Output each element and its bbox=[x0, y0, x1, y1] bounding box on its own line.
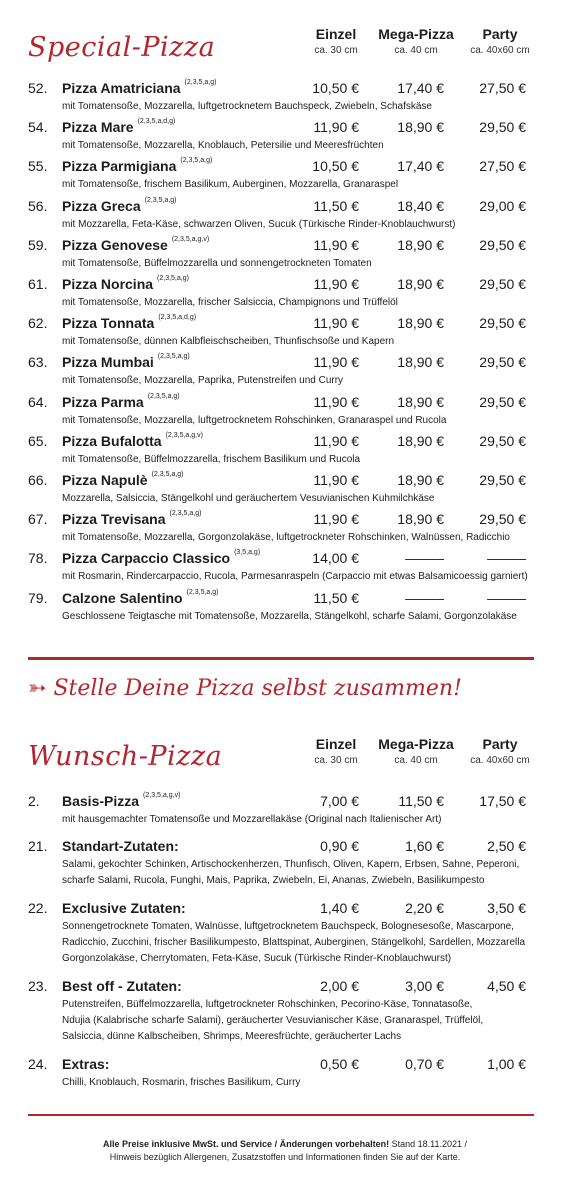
price-mega: 2,20 € bbox=[405, 899, 444, 916]
item-description: Mozzarella, Salsiccia, Stängelkohl und geräuchertem Vesuvianischen Kuhmilchkäse bbox=[62, 493, 435, 504]
special-pizza-title: Special-Pizza bbox=[28, 32, 216, 63]
price-einzel: 11,50 € bbox=[313, 197, 359, 214]
item-number: 55. bbox=[28, 158, 48, 175]
price-party: 29,50 € bbox=[479, 119, 526, 136]
price-party: 29,50 € bbox=[479, 354, 526, 371]
item-description: Chilli, Knoblauch, Rosmarin, frisches Basilikum, Curry bbox=[62, 1076, 301, 1088]
price-mega: 18,90 € bbox=[397, 315, 444, 332]
item-description: mit Tomatensoße, Mozzarella, frischer Salsiccia, Champignons und Trüffelöl bbox=[62, 297, 398, 308]
item-description: mit Tomatensoße, dünnen Kalbfleischscheiben, Thunfischsoße und Kapern bbox=[62, 336, 395, 348]
item-number: 54. bbox=[28, 119, 48, 136]
price-party: 17,50 € bbox=[479, 793, 526, 809]
price-party: 29,50 € bbox=[479, 236, 526, 253]
price-einzel: 10,50 € bbox=[312, 80, 359, 96]
item-name: Pizza Tonnata $^{(2,3,5,a,d,g)}$ bbox=[62, 314, 197, 332]
item-description: mit Tomatensoße, Mozzarella, Paprika, Putenstreifen und Curry bbox=[62, 375, 344, 387]
item-number: 61. bbox=[28, 276, 48, 292]
item-description: mit Tomatensoße, frischem Basilikum, Auberginen, Mozzarella, Granaraspel bbox=[62, 179, 399, 191]
item-description: mit hausgemachter Tomatensoße und Mozzarellakäse (Original nach Italienischer Art) bbox=[62, 814, 442, 825]
price-party: ––––– bbox=[487, 550, 526, 567]
item-description: mit Tomatensoße, Mozzarella, Gorgonzolakäse, luftgetrockneter Rohschinken, Walnüssen, Radicchio bbox=[62, 532, 510, 544]
item-number: 65. bbox=[28, 432, 48, 449]
item-allergen-codes: (3,5,a,g) bbox=[234, 549, 261, 557]
price-mega: ––––– bbox=[405, 550, 444, 567]
price-party: 2,50 € bbox=[487, 838, 526, 854]
item-name: Calzone Salentino $^{(2,3,5,a,g)}$ bbox=[62, 588, 219, 606]
price-einzel: 11,90 € bbox=[313, 315, 359, 332]
item-allergen-codes: (2,3,5,a,g,v) bbox=[165, 431, 203, 439]
item-description: scharfe Salami, Rucola, Funghi, Mais, Paprika, Zwiebeln, Ei, Ananas, Zwiebeln, Basilikumpesto bbox=[62, 875, 485, 886]
price-mega: 18,90 € bbox=[397, 432, 444, 449]
item-allergen-codes: (2,3,5,a,g) bbox=[157, 353, 190, 361]
item-name: Pizza Parmigiana $^{(2,3,5,a,g)}$ bbox=[62, 157, 213, 175]
price-einzel: 11,90 € bbox=[313, 432, 359, 449]
special-col-einzel: Einzel ca. 30 cm bbox=[314, 26, 358, 56]
price-mega: 18,40 € bbox=[397, 197, 444, 214]
item-name: Pizza Genovese $^{(2,3,5,a,g,v)}$ bbox=[62, 235, 210, 253]
item-number: 23. bbox=[28, 977, 48, 994]
price-mega: 18,90 € bbox=[397, 276, 444, 292]
item-allergen-codes: (2,3,5,a,g,v) bbox=[143, 792, 181, 799]
divider-bottom bbox=[28, 1114, 534, 1116]
item-number: 66. bbox=[28, 472, 48, 488]
divider-top bbox=[28, 657, 534, 660]
item-number: 56. bbox=[28, 197, 48, 214]
price-party: ––––– bbox=[487, 589, 526, 606]
special-col-party: Party ca. 40x60 cm bbox=[470, 26, 530, 56]
price-mega: 18,90 € bbox=[397, 472, 444, 488]
price-party: 3,50 € bbox=[487, 899, 526, 916]
item-description: Putenstreifen, Büffelmozzarella, luftgetrockneter Rohschinken, Pecorino-Käse, Tonnatasoße, bbox=[62, 998, 473, 1010]
item-number: 2. bbox=[28, 793, 40, 809]
price-party: 27,50 € bbox=[479, 158, 526, 175]
item-number: 59. bbox=[28, 236, 48, 253]
price-mega: 17,40 € bbox=[397, 158, 444, 175]
item-description: Salsiccia, dünne Kalbscheiben, Shrimps, Meeresfrüchte, geräucherter Lachs bbox=[62, 1030, 402, 1042]
special-col-mega: Mega-Pizza ca. 40 cm bbox=[378, 26, 454, 56]
item-name: Pizza Mare $^{(2,3,5,a,d,g)}$ bbox=[62, 118, 176, 136]
price-einzel: 11,90 € bbox=[313, 236, 359, 253]
price-einzel: 11,90 € bbox=[313, 276, 359, 292]
item-number: 67. bbox=[28, 511, 48, 528]
item-name: Exclusive Zutaten: bbox=[62, 899, 186, 916]
item-number: 22. bbox=[28, 899, 48, 916]
footer-line-1: Alle Preise inklusive MwSt. und Service / Änderungen vorbehalten! Stand 18.11.2021 / bbox=[103, 1139, 467, 1149]
price-einzel: 11,90 € bbox=[313, 472, 359, 488]
item-description: Gorgonzolakäse, Cherrytomaten, Feta-Käse, Sucuk (Türkische Rinder-Knoblauchwurst) bbox=[62, 952, 452, 964]
price-party: 29,50 € bbox=[479, 511, 526, 528]
item-name: Standart-Zutaten: bbox=[62, 838, 179, 854]
arrow-icon: ➳ bbox=[28, 676, 47, 701]
price-einzel: 14,00 € bbox=[312, 550, 359, 567]
item-description: Salami, gekochter Schinken, Artischockenherzen, Thunfisch, Oliven, Kapern, Erbsen, Sahne, Peperoni, bbox=[62, 859, 520, 870]
item-name: Pizza Greca $^{(2,3,5,a,g)}$ bbox=[62, 196, 177, 214]
item-allergen-codes: (2,3,5,a,g,v) bbox=[171, 235, 210, 243]
item-number: 78. bbox=[28, 550, 48, 567]
item-number: 62. bbox=[28, 315, 48, 332]
item-description: mit Tomatensoße, Mozzarella, Knoblauch, Petersilie und Meeresfrüchten bbox=[62, 140, 384, 152]
item-allergen-codes: (2,3,5,a,g) bbox=[151, 471, 184, 478]
item-name: Pizza Mumbai $^{(2,3,5,a,g)}$ bbox=[62, 353, 190, 371]
item-number: 64. bbox=[28, 393, 48, 410]
item-description: mit Rosmarin, Rindercarpaccio, Rucola, Parmesanraspeln (Carpaccio mit etwas Balsamicoessig garniert) bbox=[62, 571, 528, 583]
item-name: Pizza Trevisana $^{(2,3,5,a,g)}$ bbox=[62, 510, 202, 528]
item-description: Radicchio, Zucchini, frischer Basilikumpesto, Blattspinat, Auberginen, Stängelkohl, Sardellen, Mozzarella bbox=[62, 936, 526, 948]
item-description: mit Tomatensoße, Mozzarella, luftgetrocknetem Rohschinken, Granaraspel und Rucola bbox=[62, 414, 447, 426]
item-name: Pizza Parma $^{(2,3,5,a,g)}$ bbox=[62, 392, 180, 410]
price-party: 29,00 € bbox=[479, 197, 526, 214]
item-allergen-codes: (2,3,5,a,g) bbox=[147, 392, 180, 400]
price-einzel: 2,00 € bbox=[320, 977, 359, 994]
item-allergen-codes: (2,3,5,a,g) bbox=[180, 157, 213, 165]
price-einzel: 0,90 € bbox=[320, 838, 359, 854]
price-mega: 18,90 € bbox=[397, 119, 444, 136]
price-mega: ––––– bbox=[405, 589, 444, 606]
price-mega: 3,00 € bbox=[405, 977, 444, 994]
item-allergen-codes: (2,3,5,a,g) bbox=[169, 510, 202, 518]
item-number: 79. bbox=[28, 589, 48, 606]
slogan-text: Stelle Deine Pizza selbst zusammen! bbox=[53, 676, 462, 701]
item-allergen-codes: (2,3,5,a,g) bbox=[184, 79, 217, 86]
item-number: 63. bbox=[28, 354, 48, 371]
item-name: Best off - Zutaten: bbox=[62, 977, 182, 994]
price-mega: 18,90 € bbox=[397, 354, 444, 371]
price-einzel: 10,50 € bbox=[312, 158, 359, 175]
item-description: mit Tomatensoße, Büffelmozzarella, frischem Basilikum und Rucola bbox=[62, 453, 361, 465]
price-party: 29,50 € bbox=[479, 393, 526, 410]
wunsch-col-einzel: Einzel ca. 30 cm bbox=[314, 736, 358, 766]
wunsch-pizza-title: Wunsch-Pizza bbox=[28, 741, 223, 772]
price-party: 1,00 € bbox=[487, 1055, 526, 1072]
price-einzel: 7,00 € bbox=[320, 793, 359, 809]
item-name: Pizza Amatriciana $^{(2,3,5,a,g)}$ bbox=[62, 79, 217, 96]
item-allergen-codes: (2,3,5,a,g) bbox=[186, 588, 219, 596]
price-party: 4,50 € bbox=[487, 977, 526, 994]
footer-line-2: Hinweis bezüglich Allergenen, Zusatzstoffen und Informationen finden Sie auf der Karte. bbox=[109, 1152, 461, 1162]
price-einzel: 11,90 € bbox=[313, 393, 359, 410]
price-party: 29,50 € bbox=[479, 276, 526, 292]
item-number: 52. bbox=[28, 80, 48, 96]
footer-note bbox=[0, 1138, 570, 1164]
item-allergen-codes: (2,3,5,a,d,g) bbox=[158, 314, 197, 322]
item-name: Pizza Norcina $^{(2,3,5,a,g)}$ bbox=[62, 275, 189, 292]
price-einzel: 11,90 € bbox=[313, 511, 359, 528]
item-description: mit Tomatensoße, Büffelmozzarella und sonnengetrockneten Tomaten bbox=[62, 257, 372, 269]
price-einzel: 1,40 € bbox=[320, 899, 359, 916]
price-einzel: 11,90 € bbox=[313, 354, 359, 371]
price-party: 29,50 € bbox=[479, 472, 526, 488]
slogan bbox=[28, 676, 462, 701]
item-name: Pizza Bufalotta $^{(2,3,5,a,g,v)}$ bbox=[62, 431, 203, 449]
price-mega: 11,50 € bbox=[398, 793, 444, 809]
price-mega: 0,70 € bbox=[405, 1055, 444, 1072]
item-number: 21. bbox=[28, 838, 48, 854]
item-name: Pizza Carpaccio Classico $^{(3,5,a,g)}$ bbox=[62, 549, 261, 567]
item-allergen-codes: (2,3,5,a,g) bbox=[144, 196, 177, 204]
item-number: 24. bbox=[28, 1055, 48, 1072]
item-description: mit Mozzarella, Feta-Käse, schwarzen Oliven, Sucuk (Türkische Rinder-Knoblauchwurst) bbox=[62, 218, 456, 230]
price-party: 29,50 € bbox=[479, 315, 526, 332]
item-allergen-codes: (2,3,5,a,g) bbox=[157, 275, 189, 282]
price-party: 27,50 € bbox=[479, 80, 526, 96]
price-mega: 18,90 € bbox=[397, 511, 444, 528]
item-name: Pizza Napulè $^{(2,3,5,a,g)}$ bbox=[62, 471, 184, 488]
item-allergen-codes: (2,3,5,a,d,g) bbox=[137, 118, 176, 126]
price-mega: 18,90 € bbox=[397, 236, 444, 253]
item-description: Geschlossene Teigtasche mit Tomatensoße, Mozzarella, Stängelkohl, scharfe Salami, Gorgonzolakäse bbox=[62, 610, 517, 622]
item-description: Ndujia (Kalabrische scharfe Salami), geräucherter Vesuvianischer Käse, Granaraspel, Trüffelöl, bbox=[62, 1014, 484, 1026]
price-mega: 17,40 € bbox=[397, 80, 444, 96]
price-mega: 1,60 € bbox=[405, 838, 444, 854]
price-party: 29,50 € bbox=[479, 432, 526, 449]
wunsch-col-mega: Mega-Pizza ca. 40 cm bbox=[378, 736, 454, 766]
price-mega: 18,90 € bbox=[397, 393, 444, 410]
price-einzel: 11,90 € bbox=[313, 119, 359, 136]
item-description: mit Tomatensoße, Mozzarella, luftgetrocknetem Bauchspeck, Zwiebeln, Schafskäse bbox=[62, 101, 432, 112]
wunsch-col-party: Party ca. 40x60 cm bbox=[470, 736, 530, 766]
price-einzel: 11,50 € bbox=[313, 589, 359, 606]
item-name: Basis-Pizza $^{(2,3,5,a,g,v)}$ bbox=[62, 792, 181, 809]
item-name: Extras: bbox=[62, 1055, 110, 1072]
item-description: Sonnengetrocknete Tomaten, Walnüsse, luftgetrocknetem Bauchspeck, Bolognesesoße, Mascarpone, bbox=[62, 920, 514, 932]
price-einzel: 0,50 € bbox=[320, 1055, 359, 1072]
